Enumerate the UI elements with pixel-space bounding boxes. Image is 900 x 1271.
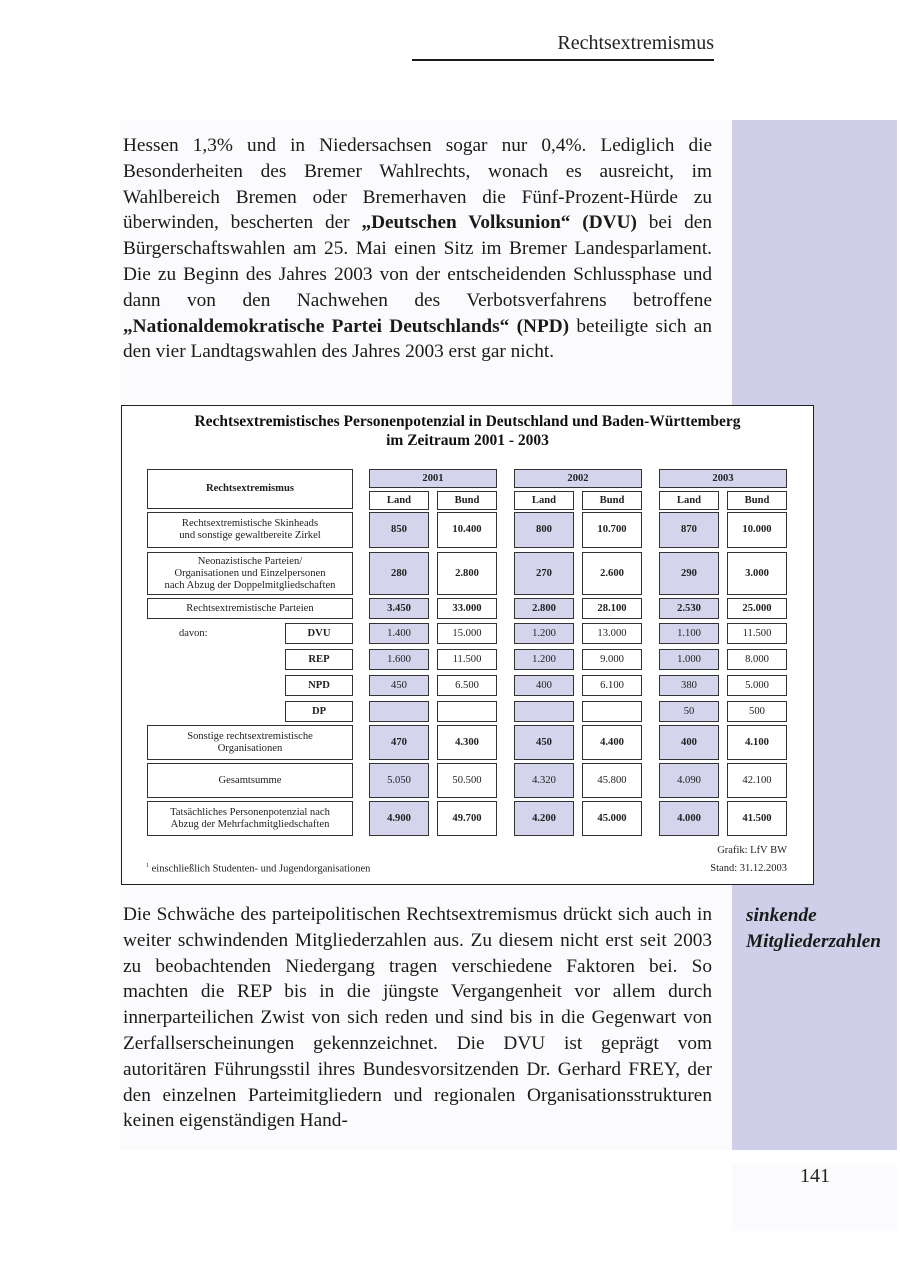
table-cell: 13.000: [582, 623, 642, 644]
row-label: Neonazistische Parteien/ Organisationen und Einzelpersonen nach Abzug der Doppelmitgliedschaften: [147, 552, 353, 595]
party-name-bold: „Deutschen Volksunion“ (DVU): [361, 212, 637, 234]
table-cell: 10.400: [437, 512, 497, 548]
party-label-dp: DP: [285, 701, 353, 722]
table-cell: 2.800: [514, 598, 574, 619]
party-name-bold: „Nationaldemokratische Partei Deutschlands“ (NPD): [123, 315, 570, 337]
table-cell: 2.800: [437, 552, 497, 595]
table-cell: 4.100: [727, 725, 787, 760]
table-cell: 870: [659, 512, 719, 548]
sub-header-land: Land: [369, 491, 429, 510]
table-cell: 42.100: [727, 763, 787, 798]
sub-header-land: Land: [514, 491, 574, 510]
figure-title-line-2: im Zeitraum 2001 - 2003: [386, 432, 549, 449]
table-cell: 1.400: [369, 623, 429, 644]
table-cell: 50: [659, 701, 719, 722]
table-cell: [514, 701, 574, 722]
table-cell: 45.800: [582, 763, 642, 798]
party-label-rep: REP: [285, 649, 353, 670]
table-cell: 380: [659, 675, 719, 696]
footnote-text: einschließlich Studenten- und Jugendorganisationen: [149, 863, 371, 875]
table-cell: 3.000: [727, 552, 787, 595]
table-cell: 2.600: [582, 552, 642, 595]
row-label: Sonstige rechtsextremistische Organisationen: [147, 725, 353, 760]
table-cell: 850: [369, 512, 429, 548]
table-cell: [437, 701, 497, 722]
table-cell: [369, 701, 429, 722]
paragraph-text-segment: Hessen 1,3% und in Niedersachsen sogar nur 0,4%. Lediglich die Besonderheiten des Bremer Wahlrechts, wonach es ausreicht, im Wahlbereich Bremen oder Bremerhaven die Fünf-Prozent-Hürde zu überwinden, bescherten der: [123, 135, 712, 234]
table-cell: 1.200: [514, 623, 574, 644]
table-cell: 4.200: [514, 801, 574, 836]
table-cell: 290: [659, 552, 719, 595]
row-label: Rechtsextremistische Skinheads und sonstige gewaltbereite Zirkel: [147, 512, 353, 548]
table-cell: 470: [369, 725, 429, 760]
footnote-mark: 1: [146, 863, 149, 869]
sub-header-bund: Bund: [727, 491, 787, 510]
table-cell: 450: [369, 675, 429, 696]
table-cell: 28.100: [582, 598, 642, 619]
table-cell: 270: [514, 552, 574, 595]
table-cell: 280: [369, 552, 429, 595]
table-cell: 50.500: [437, 763, 497, 798]
table-cell: 4.900: [369, 801, 429, 836]
page-number: 141: [800, 1165, 830, 1187]
table-cell: 6.500: [437, 675, 497, 696]
table-cell: 1.600: [369, 649, 429, 670]
personenpotenzial-table-figure: [121, 405, 814, 885]
table-cell: 3.450: [369, 598, 429, 619]
paragraph-text-segment: beteiligte sich an den vier Landtagswahlen des Jahres 2003 erst gar nicht.: [123, 315, 712, 363]
figure-title-line-1: Rechtsextremistisches Personenpotenzial in Deutschland und Baden-Württemberg: [194, 413, 741, 430]
table-cell: 4.400: [582, 725, 642, 760]
table-cell: 400: [659, 725, 719, 760]
table-cell: 15.000: [437, 623, 497, 644]
table-cell: 11.500: [727, 623, 787, 644]
year-header-2002: 2002: [514, 469, 642, 488]
table-cell: 4.000: [659, 801, 719, 836]
davon-label: davon:: [179, 628, 208, 639]
stand-date: Stand: 31.12.2003: [710, 863, 787, 874]
table-cell: 800: [514, 512, 574, 548]
figure-title: [122, 412, 813, 450]
table-cell: 8.000: [727, 649, 787, 670]
table-cell: 49.700: [437, 801, 497, 836]
table-cell: 41.500: [727, 801, 787, 836]
table-cell: 4.300: [437, 725, 497, 760]
table-cell: 6.100: [582, 675, 642, 696]
table-cell: 33.000: [437, 598, 497, 619]
table-cell: 400: [514, 675, 574, 696]
row-label: Gesamtsumme: [147, 763, 353, 798]
party-label-dvu: DVU: [285, 623, 353, 644]
table-cell: [582, 701, 642, 722]
sub-header-land: Land: [659, 491, 719, 510]
sub-header-bund: Bund: [582, 491, 642, 510]
table-cell: 10.000: [727, 512, 787, 548]
table-cell: 4.320: [514, 763, 574, 798]
table-cell: 5.000: [727, 675, 787, 696]
table-header-label: Rechtsextremismus: [147, 469, 353, 509]
graphic-credit: Grafik: LfV BW: [717, 845, 787, 856]
table-cell: 25.000: [727, 598, 787, 619]
paragraph-text-segment: bei den Bürgerschaftswahlen am 25. Mai einen Sitz im Bremer Landesparlament. Die zu Beginn des Jahres 2003 von der entscheidenden Schlussphase und dann von den Nachwehen des Verbotsverfahrens betroffene: [123, 212, 713, 311]
year-header-2003: 2003: [659, 469, 787, 488]
table-cell: 1.100: [659, 623, 719, 644]
table-cell: 4.090: [659, 763, 719, 798]
margin-note: sinkende Mitgliederzahlen: [746, 905, 881, 952]
row-label: Tatsächliches Personenpotenzial nach Abzug der Mehrfachmitgliedschaften: [147, 801, 353, 836]
table-footnote: [146, 863, 370, 875]
paragraph-decline: Die Schwäche des parteipolitischen Rechtsextremismus drückt sich auch in weiter schwindenden Mitgliederzahlen aus. Zu diesem nicht erst seit 2003 zu beobachtenden Niedergang tragen verschiedene Faktoren bei. So machten die REP bis in die jüngste Vergangenheit vor allem durch innerparteilichen Zwist von sich reden und sind bis in die Gegenwart von Zerfallserscheinungen gekennzeichnet. Die DVU ist geprägt vom autoritären Führungsstil ihres Bundesvorsitzenden Dr. Gerhard FREY, der den einzelnen Parteimitgliedern und regionalen Organisationsstrukturen keinen eigenständigen Hand-: [123, 904, 712, 1132]
row-label: Rechtsextremistische Parteien: [147, 598, 353, 619]
running-head: Rechtsextremismus: [412, 32, 714, 61]
table-cell: 45.000: [582, 801, 642, 836]
table-cell: 1.000: [659, 649, 719, 670]
table-cell: 10.700: [582, 512, 642, 548]
table-cell: 2.530: [659, 598, 719, 619]
table-cell: 500: [727, 701, 787, 722]
table-cell: 1.200: [514, 649, 574, 670]
table-cell: 450: [514, 725, 574, 760]
paragraph-intro: [123, 133, 712, 365]
table-cell: 11.500: [437, 649, 497, 670]
year-header-2001: 2001: [369, 469, 497, 488]
party-label-npd: NPD: [285, 675, 353, 696]
table-cell: 9.000: [582, 649, 642, 670]
sub-header-bund: Bund: [437, 491, 497, 510]
table-cell: 5.050: [369, 763, 429, 798]
